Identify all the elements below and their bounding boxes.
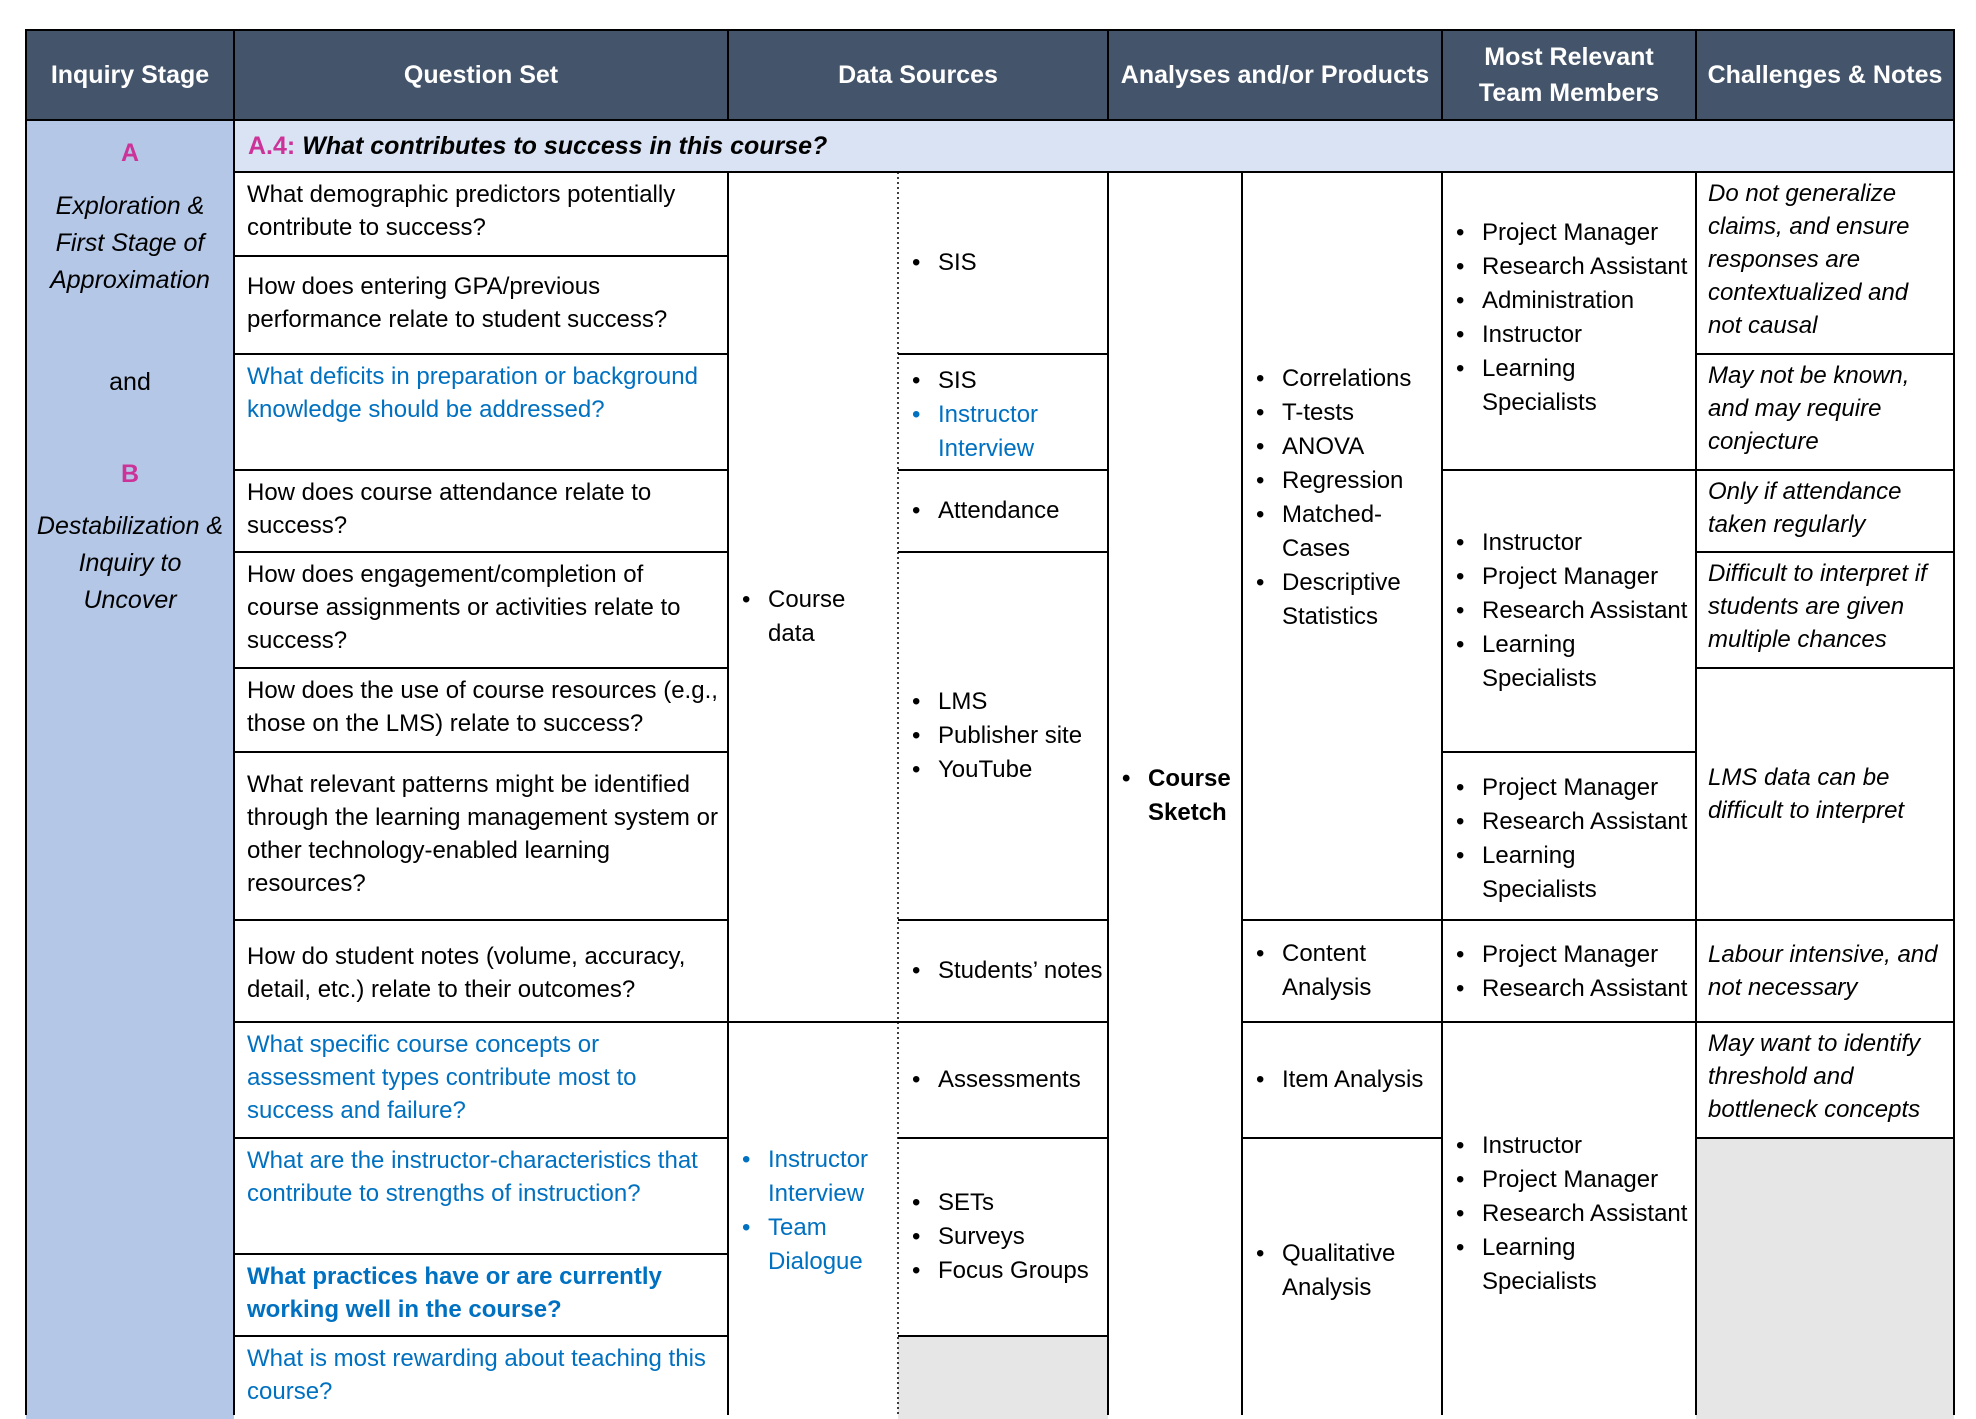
- stat-analysis-item: • Regression: [1256, 464, 1442, 498]
- team-member-item: • Learning Specialists: [1456, 839, 1696, 907]
- team-member-item: • Learning Specialists: [1456, 352, 1696, 420]
- team-dialogue-item: • Team Dialogue: [742, 1211, 898, 1279]
- instructor-interview-item: • Instructor Interview: [742, 1143, 898, 1211]
- question-practices: What practices have or are currently working well in the course?: [247, 1263, 662, 1323]
- surveys-item: • Surveys: [912, 1220, 1089, 1254]
- question-engagement: How does engagement/completion of course assignments or activities relate to success?: [247, 561, 681, 654]
- question-patterns: What relevant patterns might be identified through the learning management system or other technology-enabled learning resources?: [247, 771, 718, 897]
- question-deficits: What deficits in preparation or background knowledge should be addressed?: [247, 363, 698, 423]
- stat-analysis-item: • ANOVA: [1256, 430, 1442, 464]
- stage-name-b: Destabilization & Inquiry to Uncover: [36, 512, 224, 614]
- sets-item: • SETs: [912, 1186, 1089, 1220]
- note-conjecture: May not be known, and may require conjecture: [1708, 362, 1910, 455]
- team-member-item: • Instructor: [1456, 526, 1696, 560]
- students-notes-item: • Students’ notes: [912, 954, 1103, 988]
- team-member-item: • Administration: [1456, 284, 1696, 318]
- focus-groups-item: • Focus Groups: [912, 1254, 1089, 1288]
- note-attendance: Only if attendance taken regularly: [1708, 478, 1902, 538]
- stat-analysis-item: • Correlations: [1256, 362, 1442, 396]
- note-lms: LMS data can be difficult to interpret: [1708, 764, 1905, 824]
- header-team-members: Most Relevant Team Members: [1442, 30, 1696, 120]
- publisher-site-item: • Publisher site: [912, 719, 1082, 753]
- stat-analysis-item: • T-tests: [1256, 396, 1442, 430]
- question-resources: How does the use of course resources (e.g., those on the LMS) relate to success?: [247, 677, 718, 737]
- course-data-item: • Course data: [742, 583, 898, 651]
- lms-item: • LMS: [912, 685, 1082, 719]
- question-concepts: What specific course concepts or assessment types contribute most to success and failure?: [247, 1031, 637, 1124]
- team-member-item: • Learning Specialists: [1456, 1231, 1696, 1299]
- header-challenges: Challenges & Notes: [1696, 30, 1954, 120]
- note-labour: Labour intensive, and not necessary: [1708, 941, 1938, 1001]
- stage-letter-a: A: [120, 139, 140, 167]
- team-member-item: • Research Assistant: [1456, 805, 1696, 839]
- question-gpa: How does entering GPA/previous performance relate to student success?: [247, 273, 668, 333]
- section-question: What contributes to success in this course?: [302, 131, 828, 160]
- header-analyses: Analyses and/or Products: [1108, 30, 1442, 120]
- sis-item-2: • SIS: [912, 364, 1108, 398]
- question-notes: How do student notes (volume, accuracy, detail, etc.) relate to their outcomes?: [247, 943, 686, 1003]
- youtube-item: • YouTube: [912, 753, 1082, 787]
- stage-name-a: Exploration & First Stage of Approximation: [50, 192, 210, 294]
- stage-letter-b: B: [120, 460, 140, 488]
- section-code: A.4:: [248, 131, 296, 160]
- team-member-item: • Project Manager: [1456, 216, 1696, 250]
- stage-and: and: [109, 368, 151, 396]
- header-data-sources: Data Sources: [728, 30, 1108, 120]
- qualitative-analysis-item: • Qualitative Analysis: [1256, 1237, 1442, 1305]
- content-analysis-item: • Content Analysis: [1256, 937, 1442, 1005]
- sis-item: • SIS: [912, 246, 977, 280]
- header-question-set: Question Set: [234, 30, 728, 120]
- team-member-item: • Project Manager: [1456, 1163, 1696, 1197]
- course-sketch-item: • Course Sketch: [1122, 762, 1242, 830]
- question-demographic: What demographic predictors potentially contribute to success?: [247, 181, 676, 241]
- question-rewarding: What is most rewarding about teaching this course?: [247, 1345, 706, 1405]
- note-threshold: May want to identify threshold and bottleneck concepts: [1708, 1030, 1921, 1123]
- note-multiple-chances: Difficult to interpret if students are given multiple chances: [1708, 560, 1927, 653]
- attendance-item: • Attendance: [912, 494, 1059, 528]
- instructor-interview-item-2: • Instructor Interview: [912, 398, 1108, 466]
- team-member-item: • Instructor: [1456, 318, 1696, 352]
- team-member-item: • Research Assistant: [1456, 594, 1696, 628]
- stat-analysis-item: • Matched-Cases: [1256, 498, 1442, 566]
- header-inquiry-stage: Inquiry Stage: [26, 30, 234, 120]
- item-analysis-item: • Item Analysis: [1256, 1063, 1423, 1097]
- team-member-item: • Research Assistant: [1456, 1197, 1696, 1231]
- team-member-item: • Learning Specialists: [1456, 628, 1696, 696]
- team-member-item: • Instructor: [1456, 1129, 1696, 1163]
- team-member-item: • Research Assistant: [1456, 250, 1696, 284]
- question-instructor: What are the instructor-characteristics that contribute to strengths of instruction?: [247, 1147, 698, 1207]
- stat-analysis-item: • Descriptive Statistics: [1256, 566, 1442, 634]
- question-attendance: How does course attendance relate to success?: [247, 479, 652, 539]
- team-member-item: • Project Manager: [1456, 771, 1696, 805]
- team-member-item: • Research Assistant: [1456, 972, 1687, 1006]
- assessments-item: • Assessments: [912, 1063, 1081, 1097]
- note-generalize: Do not generalize claims, and ensure responses are contextualized and not causal: [1708, 180, 1910, 339]
- team-member-item: • Project Manager: [1456, 560, 1696, 594]
- team-member-item: • Project Manager: [1456, 938, 1687, 972]
